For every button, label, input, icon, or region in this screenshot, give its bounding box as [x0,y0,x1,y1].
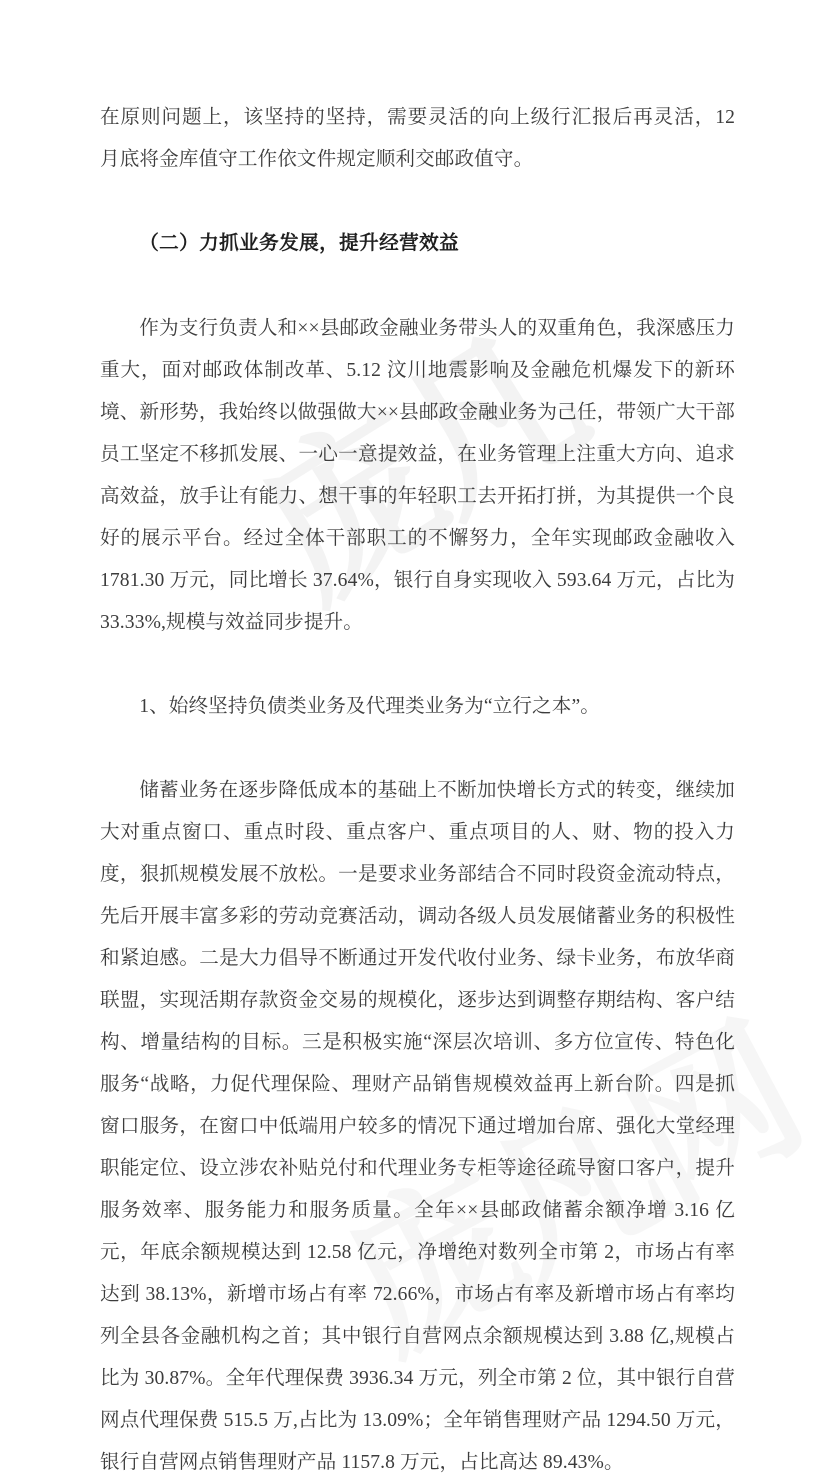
top-margin-spacer [100,0,735,97]
paragraph-role-and-results: 作为支行负责人和××县邮政金融业务带头人的双重角色，我深感压力重大，面对邮政体制改革、5.12 汶川地震影响及金融危机爆发下的新环境、新形势，我始终以做强做大××县邮政金融业务为己任，带领广大干部员工坚定不移抓发展、一心一意提效益，在业务管理上注重大方向、追求高效益，放手让有能力、想干事的年轻职工去开拓打拼，为其提供一个良好的展示平台。经过全体干部职工的不懈努力，全年实现邮政金融收入 1781.30 万元，同比增长 37.64%，银行自身实现收入 593.64 万元，占比为 33.33%,规模与效益同步提升。 [100,318,735,633]
section-heading-two: （二）力抓业务发展，提升经营效益 [139,233,460,254]
paragraph-savings-business-detail: 储蓄业务在逐步降低成本的基础上不断加快增长方式的转变，继续加大对重点窗口、重点时段、重点客户、重点项目的人、财、物的投入力度，狠抓规模发展不放松。一是要求业务部结合不同时段资金流动特点，先后开展丰富多彩的劳动竞赛活动，调动各级人员发展储蓄业务的积极性和紧迫感。二是大力倡导不断通过开发代收付业务、绿卡业务，布放华商联盟，实现活期存款资金交易的规模化，逐步达到调整存期结构、客户结构、增量结构的目标。三是积极实施“深层次培训、多方位宣传、特色化服务“战略，力促代理保险、理财产品销售规模效益再上新台阶。四是抓窗口服务，在窗口中低端用户较多的情况下通过增加台席、强化大堂经理职能定位、设立涉农补贴兑付和代理业务专柜等途径疏导窗口客户，提升服务效率、服务能力和服务质量。全年××县邮政储蓄余额净增 3.16 亿元，年底余额规模达到 12.58 亿元，净增绝对数列全市第 2，市场占有率达到 38.13%，新增市场占有率 72.66%，市场占有率及新增市场占有率均列全县各金融机构之首；其中银行自营网点余额规模达到 3.88 亿,规模占比为 30.87%。全年代理保费 3936.34 万元，列全市第 2 位，其中银行自营网点代理保费 515.5 万,占比为 13.09%；全年销售理财产品 1294.50 万元，银行自营网点销售理财产品 1157.8 万元，占比高达 89.43%。 [100,780,735,1473]
paragraph-principle-issues: 在原则问题上，该坚持的坚持，需要灵活的向上级行汇报后再灵活，12 月底将金库值守工作依文件规定顺利交邮政值守。 [100,107,735,170]
gap-before-list-item [100,644,735,686]
gap-before-heading [100,181,735,223]
gap-after-heading [100,265,735,308]
list-item-1-liability-and-agency: 1、始终坚持负债类业务及代理类业务为“立行之本”。 [139,696,600,717]
gap-before-savings-paragraph [100,728,735,770]
